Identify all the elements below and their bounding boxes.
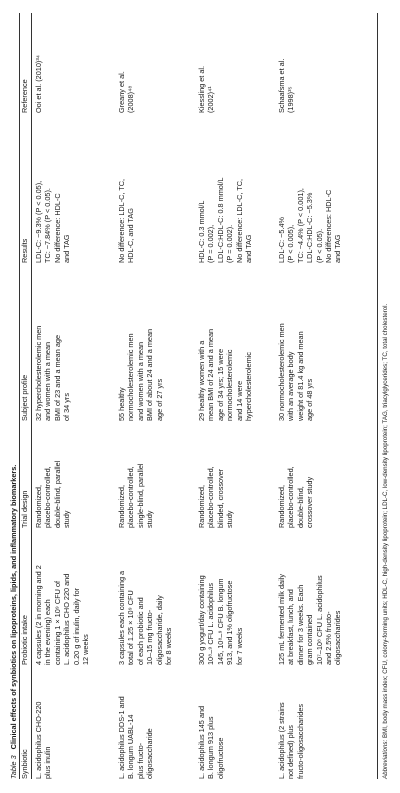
cell-synbiotic: L. acidophilus DDS-1 and B. longum UABL-14 plus fructo- oligosaccharide: [117, 696, 155, 779]
cell-synbiotic: L. acidophilus (2 strains not defined) plus fructo-oligosaccharides: [277, 702, 305, 779]
cell-synbiotic: L. acidophilus CHO-220 plus inulin: [34, 701, 53, 779]
cell-reference: Schaafsma et al. (1998)³⁵: [277, 58, 296, 113]
cell-intake: 4 capsules (2 in morning and 2 in the evening) each containing 1 × 10⁹ CFU of L. acidophilus CHO 220 and 0.20 g of inulin, daily for 12 weeks: [34, 565, 91, 665]
footnote-text: BMI, body mass index; CFU, colony-forming units; HDL-C, high-density lipoprotein; LDL-C, low-density lipoprotein; TAG, triacylglycerides; TC, total cholesterol.: [382, 303, 389, 739]
cell-results: LDL-C: −9.3% (P < 0.05), TC: −7.84% (P < 0.05). No difference: HDL-C and TAG: [34, 180, 72, 263]
cell-results: HDL-C: 0.3 mmol/L (P = 0.002), LDL-C:HDL-C: 0.8 mmol/L (P = 0.002). No difference: LDL-C, TC, and TAG: [197, 177, 254, 263]
cell-subjects: 55 healthy normocholesterolemic men and women with a mean BMI of about 24 and a mean age of 27 yrs: [117, 328, 164, 421]
cell-synbiotic: L. acidophilus 145 and B. longum 913 plus oligofructose: [197, 705, 225, 779]
cell-intake: 125 mL fermented milk daily at breakfast, lunch, and dinner for 3 weeks. Each gram contained 10⁷–10⁸ CFU L. acidophilus and 2.5% fructo- oligosaccharides: [277, 574, 343, 665]
caption-title: Clinical effects of synbiotics on lipoproteins, lipids, and inflammatory biomarkers.: [9, 464, 18, 750]
cell-subjects: 30 normocholesterolemic men with an average body weight of 81.4 kg and mean age of 48 yrs: [277, 323, 315, 421]
header-trial-design: Trial design: [20, 490, 29, 528]
cell-design: Randomized, placebo-controlled, double-blind, parallel study: [34, 460, 72, 528]
header-synbiotic: Synbiotic: [20, 749, 29, 779]
header-subject-profile: Subject profile: [20, 374, 29, 421]
header-probiotic-intake: Probiotic intake: [20, 615, 29, 665]
cell-subjects: 32 hypercholesterolemic men and women with a mean BMI of 23 and a mean age of 34 yrs: [34, 325, 72, 421]
footnote-label: Abbreviations:: [382, 739, 389, 779]
header-rule: [31, 13, 32, 779]
caption-label: Table 3: [9, 755, 18, 779]
cell-reference: Greany et al. (2008)⁴⁸: [117, 71, 136, 113]
cell-results: No difference: LDL-C, TC, HDL-C, and TAG: [117, 178, 136, 263]
cell-intake: 300 g yogurt/day containing 10⁸–⁹ CFU L. acidophilus 145, 10⁸–⁹ CFU B. longum 913, and 1% oligofructose for 7 weeks: [197, 575, 244, 665]
table-caption: [10, 465, 17, 779]
cell-design: Randomized, placebo-controlled, double-blind, crossover study: [277, 466, 315, 528]
header-reference: Reference: [20, 79, 29, 113]
table-footnote: [383, 304, 389, 779]
cell-design: Randomized, placebo-controlled, blinded, crossover study: [197, 466, 235, 528]
cell-subjects: 29 healthy women with a mean BMI of 24 and a mean age of 34 yrs; 15 were normocholesterolemic and 14 were hypercholesterolemic: [197, 328, 254, 421]
cell-design: Randomized, placebo-controlled, single-blind, parallel study: [117, 463, 155, 528]
cell-reference: Ooi et al. (2010)³⁴: [34, 55, 43, 113]
cell-reference: Kiessling et al. (2002)⁴¹: [197, 65, 216, 113]
bottom-rule: [377, 13, 378, 779]
cell-intake: 3 capsules each containing a total of 1.25 × 10⁹ CFU of each probiotic and 10–15 mg fructo- oligosaccharide, daily for 8 weeks: [117, 570, 174, 665]
cell-results: LDL-C: −5.4% (P < 0.005), TC: −4.4% (P < 0.001), LDL-C:HDL-C: −5.3% (P < 0.05). No differences: HDL-C and TAG: [277, 188, 343, 263]
header-results: Results: [20, 238, 29, 263]
